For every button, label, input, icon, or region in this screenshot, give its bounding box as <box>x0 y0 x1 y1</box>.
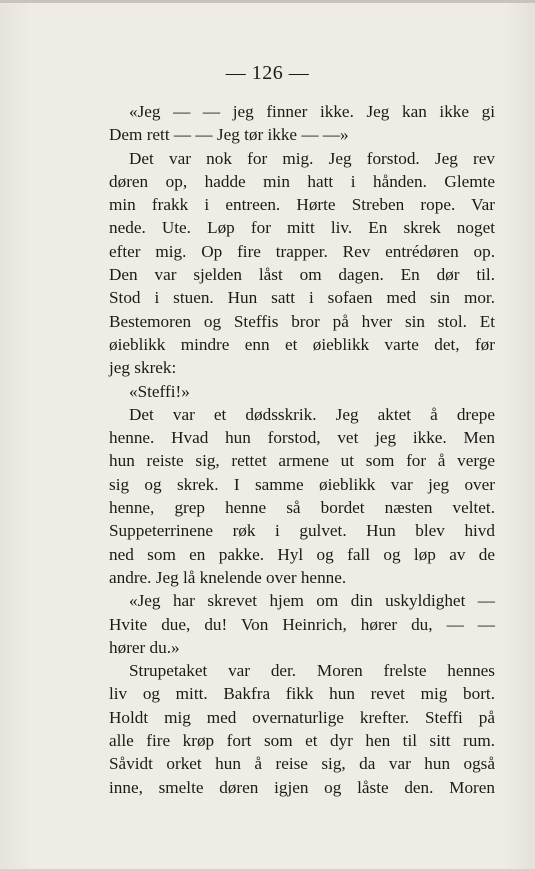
text-line: Bestemoren og Steffis bror på hver sin stol. Et <box>109 311 495 331</box>
text-line: «Jeg har skrevet hjem om din uskyldighet — <box>129 591 495 611</box>
text-line: «Steffi!» <box>129 381 190 401</box>
text-line: alle fire krøp fort som et dyr hen til sitt rum. <box>109 731 495 751</box>
text-line: Dem rett — — Jeg tør ikke — —» <box>109 125 349 145</box>
text-line: Den var sjelden låst om dagen. En dør til. <box>109 265 495 285</box>
text-line: Hvite due, du! Von Heinrich, hører du, — — <box>109 614 495 634</box>
text-line: inne, smelte døren igjen og låste den. Moren <box>109 777 495 797</box>
text-line: Suppeterrinene røk i gulvet. Hun blev hivd <box>109 521 495 541</box>
text-line: Strupetaket var der. Moren frelste hennes <box>129 661 495 681</box>
text-line: efter mig. Op fire trapper. Rev entrédøren op. <box>109 241 495 261</box>
text-line: Det var nok for mig. Jeg forstod. Jeg rev <box>129 148 495 168</box>
text-line: sig og skrek. I samme øieblikk var jeg over <box>109 474 495 494</box>
page-top-edge <box>0 0 535 3</box>
page-number: — 126 — <box>225 62 310 84</box>
text-line: Det var et dødsskrik. Jeg aktet å drepe <box>129 404 495 424</box>
text-line: liv og mitt. Bakfra fikk hun revet mig bort. <box>109 684 495 704</box>
text-line: Stod i stuen. Hun satt i sofaen med sin mor. <box>109 288 495 308</box>
text-line: min frakk i entreen. Hørte Streben rope. Var <box>109 195 495 215</box>
text-line: henne. Hvad hun forstod, vet jeg ikke. Men <box>109 428 495 448</box>
body-text <box>109 100 495 799</box>
text-line: «Jeg — — jeg finner ikke. Jeg kan ikke gi <box>129 102 495 121</box>
text-line: jeg skrek: <box>109 358 177 378</box>
text-line: hun reiste sig, rettet armene ut som for å verge <box>109 451 495 471</box>
text-line: døren op, hadde min hatt i hånden. Glemte <box>109 171 495 191</box>
text-line: henne, grep henne så bordet næsten veltet. <box>109 498 495 518</box>
text-line: hører du.» <box>109 637 180 657</box>
text-line: ned som en pakke. Hyl og fall og løp av de <box>109 544 495 564</box>
text-line: Såvidt orket hun å reise sig, da var hun også <box>109 754 495 774</box>
text-line: nede. Ute. Løp for mitt liv. En skrek noget <box>109 218 495 238</box>
text-line: Holdt mig med overnaturlige krefter. Steffi på <box>109 707 495 727</box>
text-line: øieblikk mindre enn et øieblikk varte det, før <box>109 334 495 354</box>
text-line: andre. Jeg lå knelende over henne. <box>109 567 347 587</box>
